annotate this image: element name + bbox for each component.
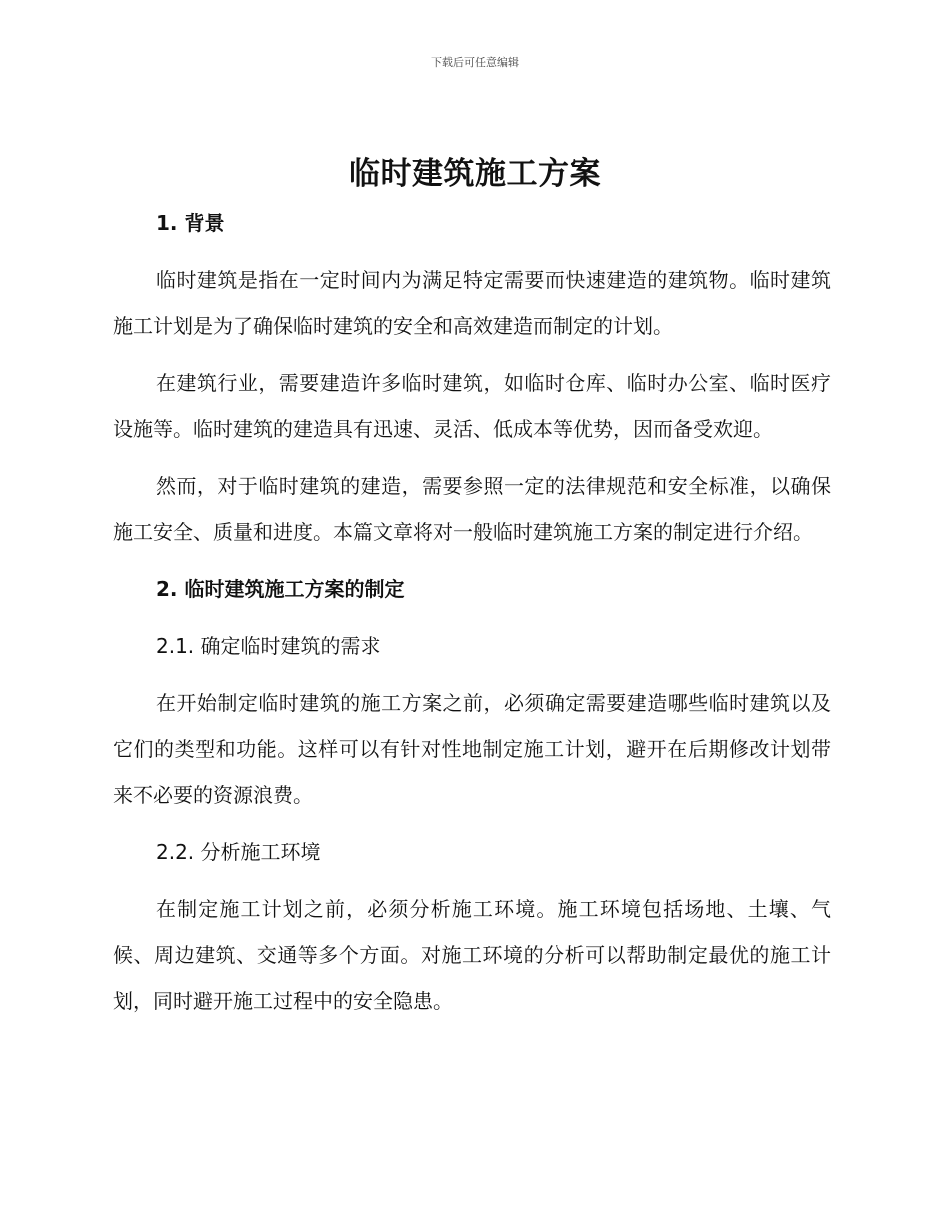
header-note: 下载后可任意编辑 [431,56,519,69]
paragraph: 在建筑行业，需要建造许多临时建筑，如临时仓库、临时办公室、临时医疗设施等。临时建筑的建造具有迅速、灵活、低成本等优势，因而备受欢迎。 [113,371,831,441]
paragraph: 临时建筑是指在一定时间内为满足特定需要而快速建造的建筑物。临时建筑施工计划是为了确保临时建筑的安全和高效建造而制定的计划。 [113,268,831,338]
document-title: 临时建筑施工方案 [349,156,601,192]
document-body [113,200,831,1024]
subsection-heading-requirements: 2.1. 确定临时建筑的需求 [156,634,381,658]
section-heading-background: 1. 背景 [156,211,225,235]
paragraph: 然而，对于临时建筑的建造，需要参照一定的法律规范和安全标准，以确保施工安全、质量和进度。本篇文章将对一般临时建筑施工方案的制定进行介绍。 [113,474,831,544]
subsection-heading-environment: 2.2. 分析施工环境 [156,840,321,864]
paragraph: 在制定施工计划之前，必须分析施工环境。施工环境包括场地、土壤、气候、周边建筑、交通等多个方面。对施工环境的分析可以帮助制定最优的施工计划，同时避开施工过程中的安全隐患。 [113,897,831,1013]
paragraph: 在开始制定临时建筑的施工方案之前，必须确定需要建造哪些临时建筑以及它们的类型和功能。这样可以有针对性地制定施工计划，避开在后期修改计划带来不必要的资源浪费。 [113,691,831,807]
section-heading-plan: 2. 临时建筑施工方案的制定 [156,577,405,601]
